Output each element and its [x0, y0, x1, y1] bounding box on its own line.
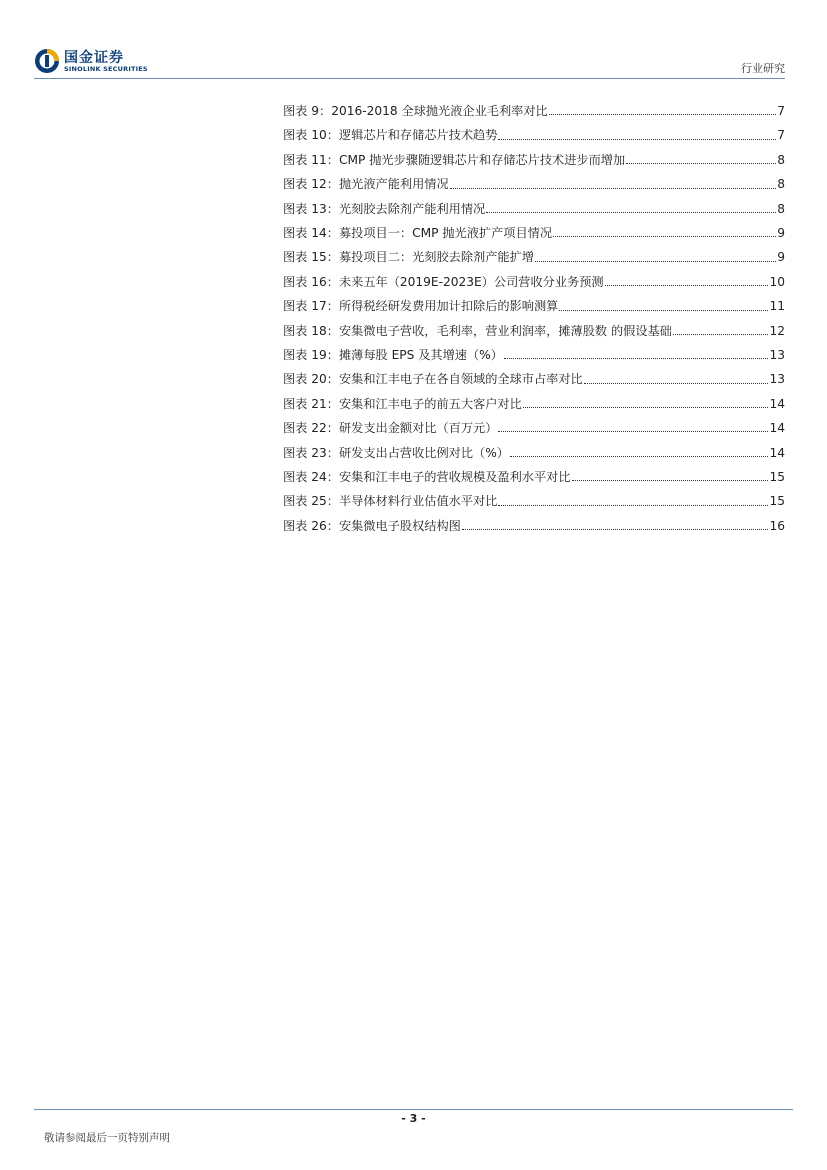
toc-leader-dots — [559, 309, 768, 311]
toc-entry-label: 图表 15：募投项目二：光刻胶去除剂产能扩增 — [283, 250, 534, 265]
toc-leader-dots — [504, 357, 769, 359]
toc-entry[interactable] — [283, 343, 785, 367]
toc-entry[interactable] — [283, 197, 785, 221]
toc-entry-page: 15 — [769, 469, 785, 484]
toc-entry-label: 图表 26：安集微电子股权结构图 — [283, 518, 461, 533]
toc-entry-label: 图表 11：CMP 抛光步骤随逻辑芯片和存储芯片技术进步而增加 — [283, 152, 626, 167]
toc-entry-label: 图表 23：研发支出占营收比例对比（%） — [283, 445, 509, 460]
toc-leader-dots — [486, 211, 776, 213]
toc-entry-page: 13 — [769, 348, 785, 362]
toc-entry-label: 图表 18：安集微电子营收，毛利率，营业利润率，摊薄股数 的假设基础 — [283, 323, 672, 338]
toc-leader-dots — [626, 162, 776, 164]
toc-entry-label: 图表 25：半导体材料行业估值水平对比 — [283, 494, 498, 509]
toc-entry-label: 图表 22：研发支出金额对比（百万元） — [283, 421, 498, 436]
sinolink-logo-icon — [34, 48, 60, 74]
toc-entry[interactable] — [283, 465, 785, 489]
toc-entry[interactable] — [283, 514, 785, 538]
toc-entry[interactable] — [283, 367, 785, 391]
toc-entry[interactable] — [283, 99, 785, 123]
toc-entry[interactable] — [283, 270, 785, 294]
toc-leader-dots — [673, 333, 769, 335]
toc-entry[interactable] — [283, 221, 785, 245]
logo-english-name: SINOLINK SECURITIES — [64, 65, 148, 73]
toc-entry-label: 图表 21：安集和江丰电子的前五大客户对比 — [283, 396, 522, 411]
toc-entry-page: 14 — [769, 396, 785, 411]
toc-entry[interactable] — [283, 294, 785, 318]
toc-entry[interactable] — [283, 148, 785, 172]
toc-entry-label: 图表 12：抛光液产能利用情况 — [283, 177, 449, 192]
toc-entry-page: 8 — [777, 201, 785, 216]
toc-entry-page: 14 — [769, 421, 785, 436]
toc-entry-page: 7 — [777, 104, 785, 119]
toc-leader-dots — [462, 528, 769, 530]
toc-entry-label: 图表 14：募投项目一：CMP 抛光液扩产项目情况 — [283, 226, 553, 241]
toc-entry-page: 7 — [777, 128, 785, 143]
toc-leader-dots — [605, 284, 769, 286]
toc-entry-label: 图表 13：光刻胶去除剂产能利用情况 — [283, 201, 486, 216]
toc-entry[interactable] — [283, 245, 785, 269]
toc-leader-dots — [523, 406, 769, 408]
toc-entry[interactable] — [283, 172, 785, 196]
toc-entry-page: 15 — [769, 494, 785, 509]
figure-list — [283, 99, 785, 538]
page-number: - 3 - — [401, 1112, 426, 1125]
toc-entry-label: 图表 17：所得税经研发费用加计扣除后的影响测算 — [283, 299, 559, 314]
toc-entry-label: 图表 24：安集和江丰电子的营收规模及盈利水平对比 — [283, 469, 571, 484]
toc-entry[interactable] — [283, 319, 785, 343]
toc-entry-label: 图表 10：逻辑芯片和存储芯片技术趋势 — [283, 128, 498, 143]
header-divider — [34, 78, 785, 79]
page-header — [0, 0, 827, 80]
toc-leader-dots — [549, 113, 776, 115]
logo-chinese-name: 国金证券 — [64, 50, 124, 66]
toc-entry-label: 图表 9：2016-2018 全球抛光液企业毛利率对比 — [283, 104, 548, 119]
toc-leader-dots — [510, 455, 769, 457]
toc-entry-page: 13 — [769, 372, 785, 387]
toc-entry-page: 12 — [769, 323, 785, 338]
toc-entry-page: 9 — [777, 226, 785, 241]
toc-entry-page: 11 — [769, 299, 785, 314]
toc-entry-label: 图表 19：摊薄每股 EPS 及其增速（%） — [283, 348, 503, 362]
toc-leader-dots — [584, 382, 769, 384]
toc-leader-dots — [498, 430, 768, 432]
toc-entry-label: 图表 16：未来五年（2019E-2023E）公司营收分业务预测 — [283, 274, 604, 289]
toc-entry[interactable] — [283, 416, 785, 440]
toc-entry[interactable] — [283, 392, 785, 416]
toc-entry-label: 图表 20：安集和江丰电子在各自领域的全球市占率对比 — [283, 372, 583, 387]
toc-leader-dots — [535, 260, 776, 262]
toc-leader-dots — [498, 138, 776, 140]
toc-entry[interactable] — [283, 440, 785, 464]
toc-entry-page: 9 — [777, 250, 785, 265]
toc-entry[interactable] — [283, 123, 785, 147]
disclaimer-note: 敬请参阅最后一页特别声明 — [44, 1132, 170, 1144]
toc-entry-page: 16 — [769, 518, 785, 533]
toc-leader-dots — [572, 479, 769, 481]
toc-leader-dots — [553, 235, 776, 237]
footer-divider — [34, 1109, 793, 1110]
toc-entry-page: 14 — [769, 445, 785, 460]
report-section-label: 行业研究 — [741, 62, 785, 75]
sinolink-logo — [34, 48, 154, 76]
toc-entry[interactable] — [283, 489, 785, 513]
toc-leader-dots — [450, 187, 777, 189]
toc-entry-page: 8 — [777, 177, 785, 192]
toc-entry-page: 10 — [769, 274, 785, 289]
toc-leader-dots — [498, 504, 768, 506]
toc-entry-page: 8 — [777, 152, 785, 167]
